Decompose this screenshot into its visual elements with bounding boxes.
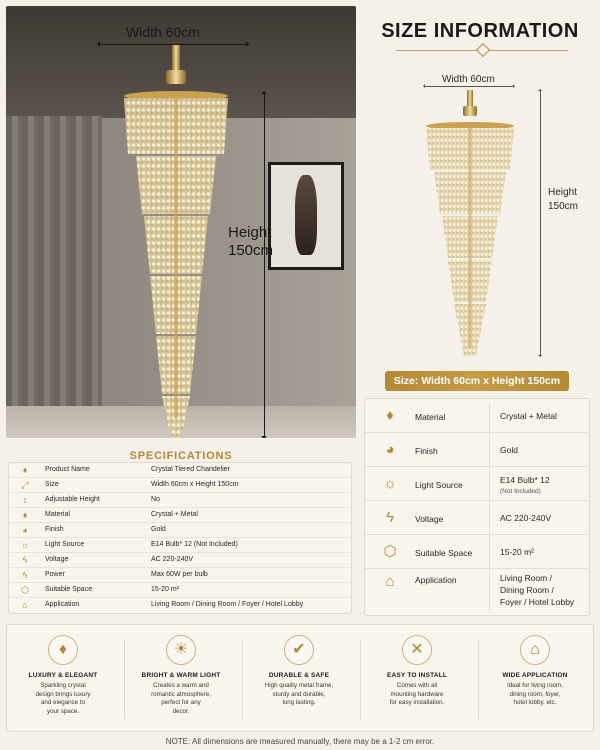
house-icon: ⌂ xyxy=(22,600,28,610)
hero-width-label: Width 60cm xyxy=(126,24,200,40)
feature-luxury-elegant: ♦ LUXURY & ELEGANT Sparkling crystal design brings luxury and elegance to your space. xyxy=(7,635,119,716)
spec-row-light-source: ☼ Light Source E14 Bulb* 12 (Not Included) xyxy=(365,467,589,501)
feature-durable-safe: ✔ DURABLE & SAFE High quality metal frame, sturdy and durable, long lasting. xyxy=(243,635,355,708)
spec-row-material: ♦ Material Crystal + Metal xyxy=(365,399,589,433)
product-size-diagram xyxy=(384,68,594,364)
bulb-icon: ☼ xyxy=(20,540,30,550)
table-row: ⬡ Suitable Space 15-20 m² xyxy=(9,583,351,598)
palette-icon: ◕ xyxy=(22,525,28,535)
shield-check-icon: ✔ xyxy=(284,635,314,665)
hero-height-arrow xyxy=(264,92,265,438)
right-spec-card xyxy=(364,398,590,616)
diagram-height-label: Height 150cm xyxy=(548,187,579,212)
lightning-icon: ϟ xyxy=(22,570,28,580)
wall-art-figure xyxy=(295,175,317,255)
palette-icon: ◕ xyxy=(385,441,395,458)
house-icon: ⌂ xyxy=(385,573,395,590)
house-icon: ⌂ xyxy=(520,635,550,665)
room-curtain xyxy=(6,116,102,416)
hero-room-photo xyxy=(6,6,356,438)
space-icon: ⬡ xyxy=(383,543,397,560)
product-chandelier-graphic xyxy=(424,90,516,360)
bulb-icon: ☼ xyxy=(383,475,397,492)
divider-diamond-icon xyxy=(476,43,490,57)
diamond-icon: ♦ xyxy=(386,407,394,424)
table-row: ϟ Voltage AC 220-240V xyxy=(9,553,351,568)
specifications-title: SPECIFICATIONS xyxy=(129,450,233,462)
sun-icon: ☀ xyxy=(166,635,196,665)
hero-width-arrow xyxy=(98,44,248,45)
feature-wide-application: ⌂ WIDE APPLICATION Ideal for living room, dining room, foyer, hotel lobby, etc. xyxy=(479,635,591,708)
wall-art-frame xyxy=(268,162,344,270)
diagram-height-arrow xyxy=(540,90,541,356)
feature-bright-warm-light: ☀ BRIGHT & WARM LIGHT Creates a warm and romantic atmosphere, perfect for any decor. xyxy=(125,635,237,716)
specifications-table xyxy=(8,462,352,614)
size-information-title: SIZE INFORMATION xyxy=(381,20,579,42)
diagram-width-arrow xyxy=(424,86,514,87)
features-strip xyxy=(6,624,594,732)
table-row: ☼ Light Source E14 Bulb* 12 (Not Included) xyxy=(9,538,351,553)
diamond-icon: ♦ xyxy=(48,635,78,665)
diagram-width-label: Width 60cm xyxy=(442,74,495,85)
spec-row-finish: ◕ Finish Gold xyxy=(365,433,589,467)
spec-row-suitable-space: ⬡ Suitable Space 15-20 m² xyxy=(365,535,589,569)
diamond-icon: ♦ xyxy=(22,465,28,475)
diamond-icon: ♦ xyxy=(22,510,28,520)
table-row: ⌂ Application Living Room / Dining Room / Foyer / Hotel Lobby xyxy=(9,598,351,613)
resize-icon: ⤢ xyxy=(21,480,29,490)
measurement-note: NOTE: All dimensions are measured manually, there may be a 1-2 cm error. xyxy=(165,737,435,746)
hero-height-label: Height 150cm xyxy=(228,224,274,259)
space-icon: ⬡ xyxy=(21,585,29,595)
spec-row-application: ⌂ Application Living Room / Dining Room / Foyer / Hotel Lobby xyxy=(365,569,589,615)
table-row: ♦ Material Crystal + Metal xyxy=(9,508,351,523)
table-row: ϟ Power Max 60W per bulb xyxy=(9,568,351,583)
feature-easy-install: ✕ EASY TO INSTALL Comes with all mounting hardware for easy installation. xyxy=(361,635,473,708)
lightning-icon: ϟ xyxy=(22,555,28,565)
table-row: ♦ Product Name Crystal Tiered Chandelier xyxy=(9,463,351,478)
table-row: ◕ Finish Gold xyxy=(9,523,351,538)
table-row: ↕ Adjustable Height No xyxy=(9,493,351,508)
size-summary-badge: Size: Width 60cm x Height 150cm xyxy=(385,371,569,391)
height-icon: ↕ xyxy=(22,495,28,505)
spec-row-voltage: ϟ Voltage AC 220-240V xyxy=(365,501,589,535)
table-row: ⤢ Size Width 60cm x Height 150cm xyxy=(9,478,351,493)
tools-icon: ✕ xyxy=(402,635,432,665)
lightning-icon: ϟ xyxy=(386,509,394,526)
